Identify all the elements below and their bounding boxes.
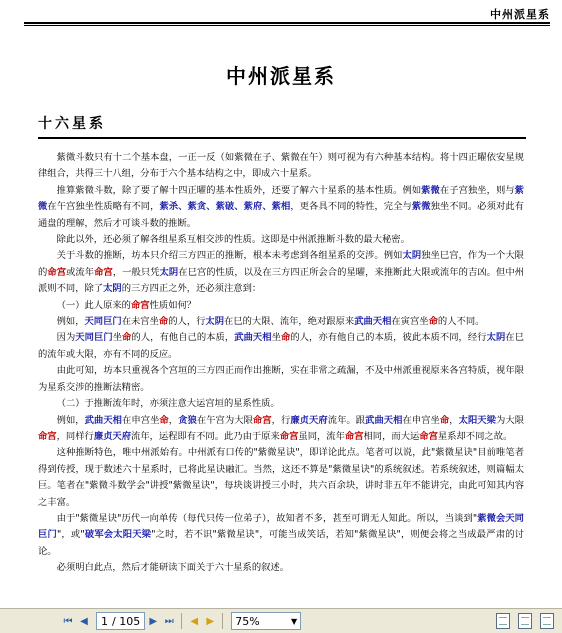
page-indicator[interactable] [96, 612, 145, 630]
running-header: 中州派星系 [490, 8, 550, 21]
paragraph-7: 因为天同巨门坐命的人，有他自己的本质，武曲天相坐命的人，亦有他自己的本质，彼此本质不同，经行太阴在巳的流年或大限，亦有不同的反应。 [38, 332, 524, 360]
next-page-icon[interactable]: ▶ [149, 615, 158, 627]
single-page-icon[interactable] [496, 613, 510, 629]
reader-toolbar [0, 608, 562, 633]
paragraph-9: （二）于推断流年时，亦须注意大运宫垣的星系性质。 [56, 398, 280, 410]
last-page-icon[interactable]: ⏭ [164, 615, 174, 627]
page-count: / 105 [112, 614, 141, 628]
zoom-select[interactable] [231, 612, 301, 630]
prev-page-icon[interactable]: ◀ [80, 615, 88, 627]
document-body [38, 150, 524, 577]
paragraph-1: 紫微斗数只有十二个基本盘，一正一反（如紫微在子、紫微在午）则可视为有六种基本结构。将十四正曜依安星规律组合，共得三十八组，分布于六个基本结构之中，即成六十星系。 [38, 152, 524, 180]
toolbar-divider [222, 613, 223, 629]
section-title: 十六星系 [38, 116, 106, 132]
page-title: 中州派星系 [226, 64, 336, 88]
paragraph-13: 必须明白此点，然后才能研读下面关于六十星系的叙述。 [56, 562, 290, 574]
toolbar-divider [181, 613, 182, 629]
paragraph-4: 关于斗数的推断，坊本只介绍三方四正的推断，根本未考虑到各组星系的交涉。例如太阴独坐巳宫，作为一个大限的命宫或流年命宫，一般只凭太阴在巳宫的性质，以及在三方四正所会合的星曜，来推断此大限或流年的吉凶。但中州派则不同，除了太阴的三方四正之外，还必须注意到： [38, 250, 524, 295]
continuous-icon[interactable] [518, 613, 532, 629]
header-rule-thin [24, 25, 550, 26]
paragraph-6: 例如，天同巨门在未宫坐命的人，行太阴在巳的大限、流年，绝对跟原来武曲天相在寅宫坐命的人不同。 [56, 316, 485, 328]
paragraph-5: （一）此人原来的命宫性质如何？ [56, 299, 197, 311]
paragraph-12: 由于"紫微星诀"历代一向单传（每代只传一位弟子），故知者不多，甚至可谓无人知此。所以，当谈到"紫微会天同巨门"，或"破军会太阳天梁"之时，若不识"紫微星诀"，可能当成笑话，若知"紫微星诀"，则便会将之当成最严肃的讨论。 [38, 512, 524, 557]
current-page-input[interactable]: 1 [101, 614, 108, 628]
first-page-icon[interactable]: ⏮ [63, 615, 73, 627]
forward-icon[interactable]: ▶ [206, 615, 215, 627]
paragraph-10: 例如，武曲天相在申宫坐命，贪狼在午宫为大限命宫，行廉贞天府流年。跟武曲天相在申宫坐命，太阳天梁为大限命宫，同样行廉贞天府流年，运程即有不同。此乃由于原来命宫虽同，流年命宫相同，而大运命宫星系却不同之故。 [38, 414, 524, 442]
section-rule [38, 137, 526, 139]
back-icon[interactable]: ◀ [190, 615, 199, 627]
paragraph-8: 由此可知，坊本只重视各个宫垣的三方四正而作出推断，实在非常之疏漏，不及中州派重视原来各宫特质，视年限为星系交涉的推断法精密。 [38, 365, 524, 393]
zoom-dropdown-icon[interactable]: ▼ [291, 616, 298, 626]
paragraph-2: 推算紫微斗数，除了要了解十四正曜的基本性质外，还要了解六十星系的基本性质。例如紫微在子宫独坐，则与紫微在午宫独坐性质略有不同，紫杀、紫贪、紫破、紫府、紫相，更各具不同的特性，完全与紫微独坐不同。必须对此有通盘的理解，然后才可谈斗数的推断。 [38, 184, 524, 229]
header-rule [24, 22, 550, 24]
facing-icon[interactable] [540, 613, 554, 629]
paragraph-3: 除此以外，还必须了解各组星系互相交涉的性质。这即是中州派推断斗数的最大秘密。 [56, 234, 410, 246]
paragraph-11: 这种推断特色，唯中州派始有。中州派有口传的"紫微星诀"，即详论此点。笔者可以说，此"紫微星诀"目前唯笔者得到传授，现于数述六十星系时，已将此星诀融汇。当然，这还不算是"紫微星诀"的系统叙述。若系统叙述，则篇幅太巨。笔者在"紫微斗数学会"讲授"紫微星诀"，每块谈讲授三小时，共六百余块，讲时非五年不能讲完，由此可知其内容之丰富。 [38, 447, 524, 508]
zoom-value: 75% [235, 614, 260, 628]
